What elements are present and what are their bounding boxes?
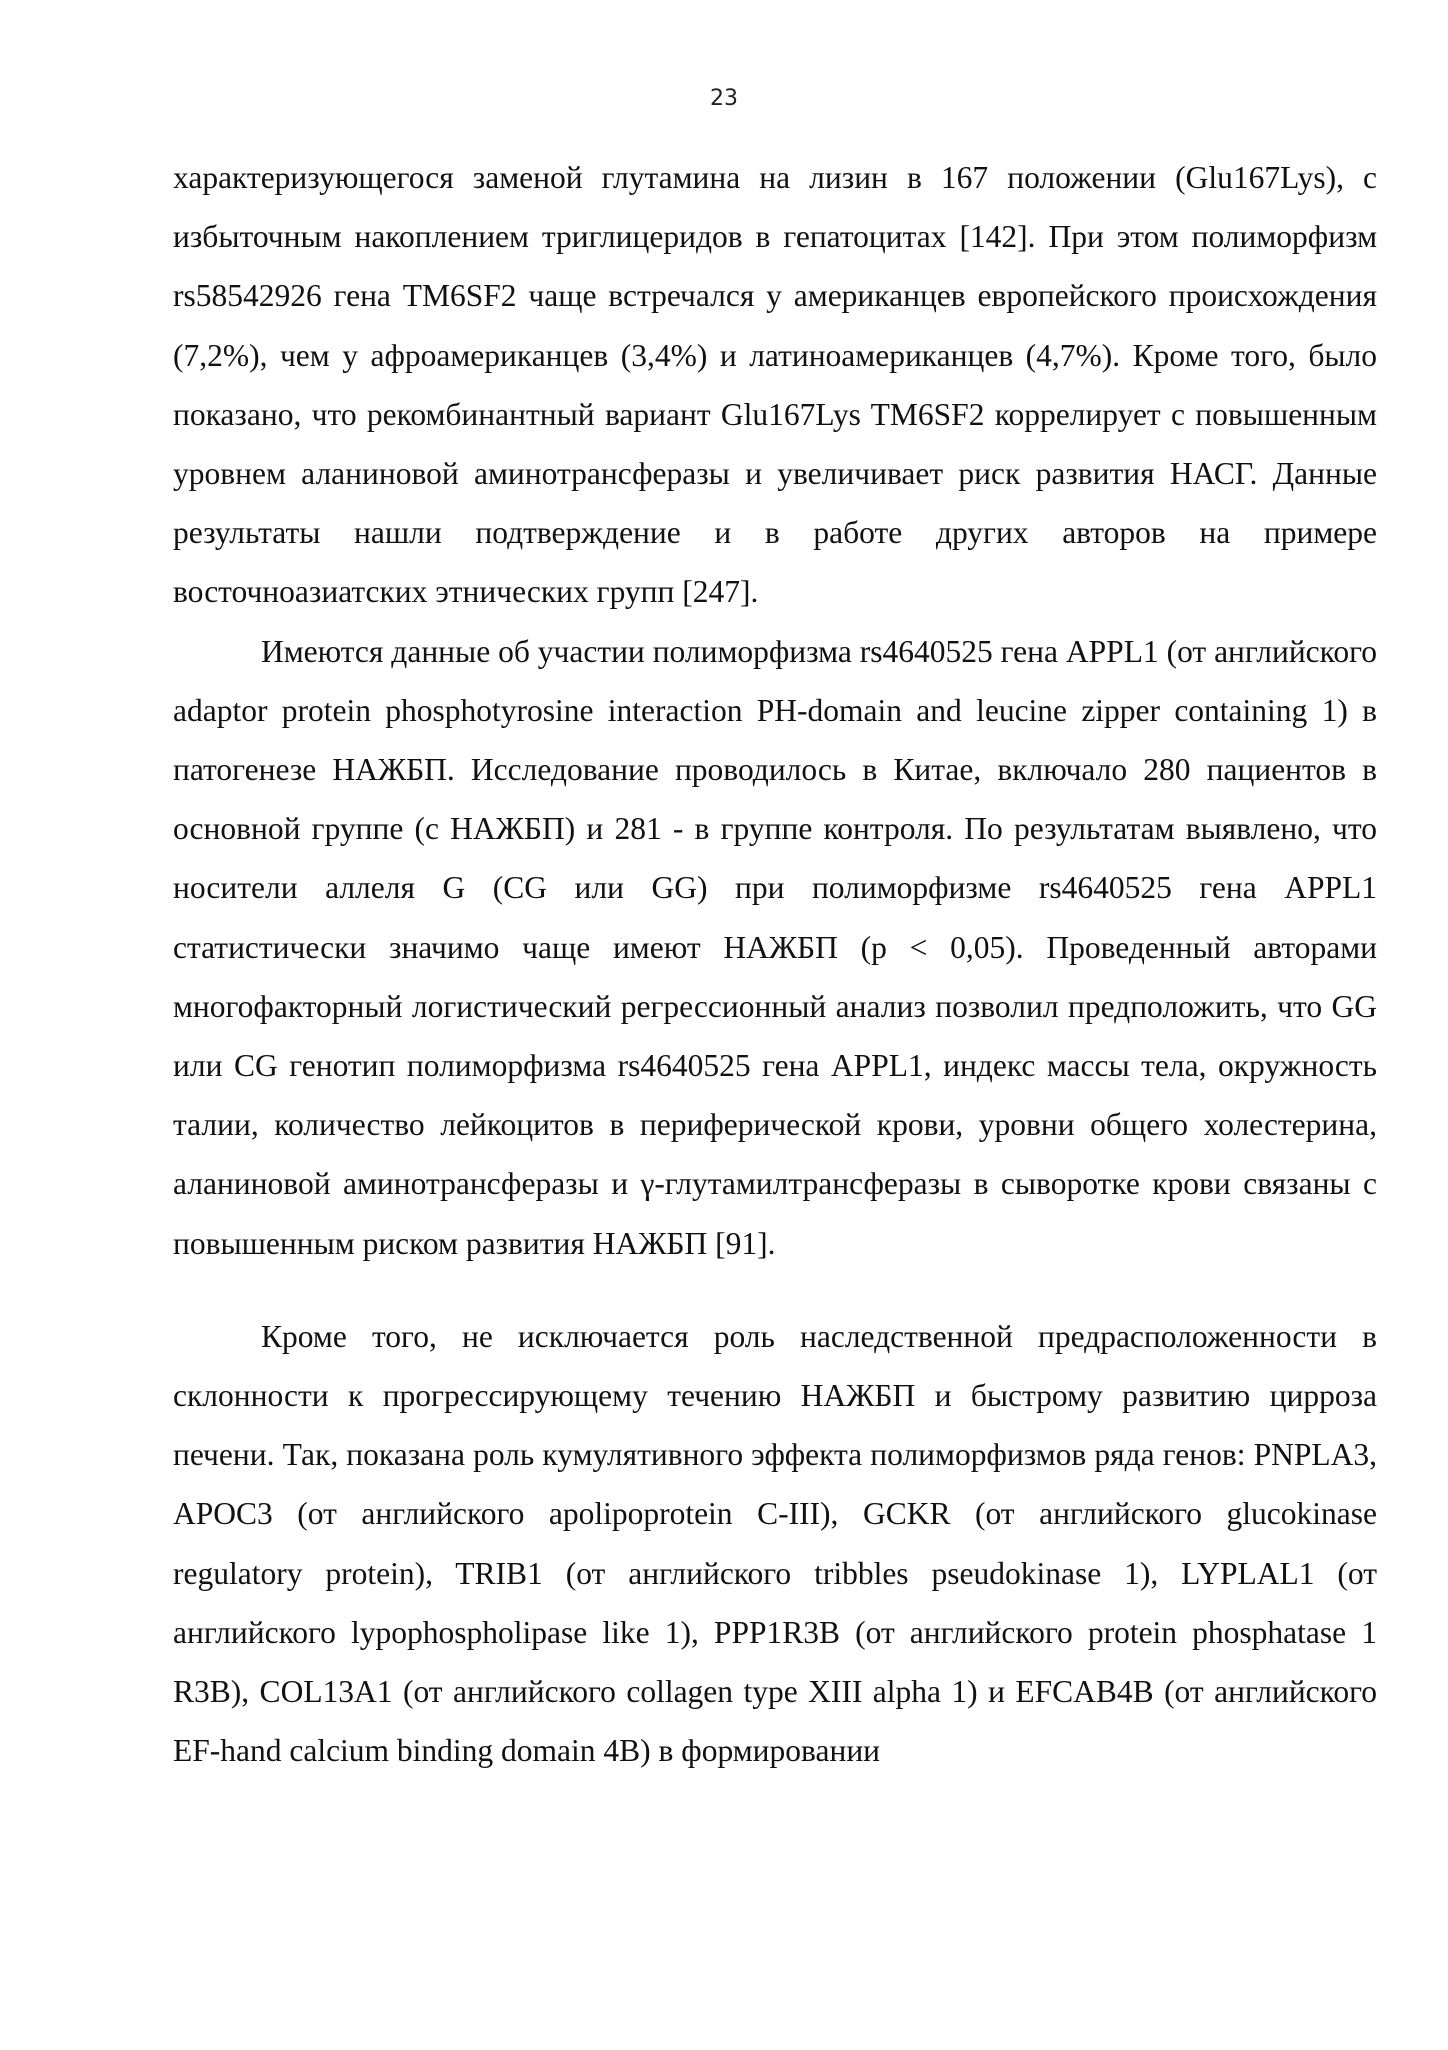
- paragraph-tm6sf2-continuation: характеризующегося заменой глутамина на лизин в 167 положении (Glu167Lys), с избыточным накоплением триглицеридов в гепатоцитах [142]. При этом полиморфизм rs58542926 гена TM6SF2 чаще встречался у американцев европейского происхождения (7,2%), чем у афроамериканцев (3,4%) и латиноамериканцев (4,7%). Кроме того, было показано, что рекомбинантный вариант Glu167Lys TM6SF2 коррелирует с повышенным уровнем аланиновой аминотрансферазы и увеличивает риск развития НАСГ. Данные результаты нашли подтверждение и в работе других авторов на примере восточноазиатских этнических групп [247].: [173, 160, 1377, 610]
- page-number: 23: [710, 86, 738, 111]
- paragraph-hereditary-predisposition: Кроме того, не исключается роль наследственной предрасположенности в склонности к прогрессирующему течению НАЖБП и быстрому развитию цирроза печени. Так, показана роль кумулятивного эффекта полиморфизмов ряда генов: PNPLA3, APOC3 (от английского apolipoprotein C-III), GCKR (от английского glucokinase regulatory protein), TRIB1 (от английского tribbles pseudokinase 1), LYPLAL1 (от английского lypophospholipase like 1), PPP1R3B (от английского protein phosphatase 1 R3B), COL13A1 (от английского collagen type XIII alpha 1) и EFCAB4B (от английского EF-hand calcium binding domain 4B) в формировании: [173, 1318, 1377, 1769]
- body-text: [173, 148, 1377, 1780]
- paragraph-appl1: Имеются данные об участии полиморфизма rs4640525 гена APPL1 (от английского adaptor protein phosphotyrosine interaction PH-domain and leucine zipper containing 1) в патогенезе НАЖБП. Исследование проводилось в Китае, включало 280 пациентов в основной группе (с НАЖБП) и 281 - в группе контроля. По результатам выявлено, что носители аллеля G (CG или GG) при полиморфизме rs4640525 гена APPL1 статистически значимо чаще имеют НАЖБП (p < 0,05). Проведенный авторами многофакторный логистический регрессионный анализ позволил предположить, что GG или CG генотип полиморфизма rs4640525 гена APPL1, индекс массы тела, окружность талии, количество лейкоцитов в периферической крови, уровни общего холестерина, аланиновой аминотрансферазы и γ-глутамилтрансферазы в сыворотке крови связаны с повышенным риском развития НАЖБП [91].: [173, 633, 1377, 1261]
